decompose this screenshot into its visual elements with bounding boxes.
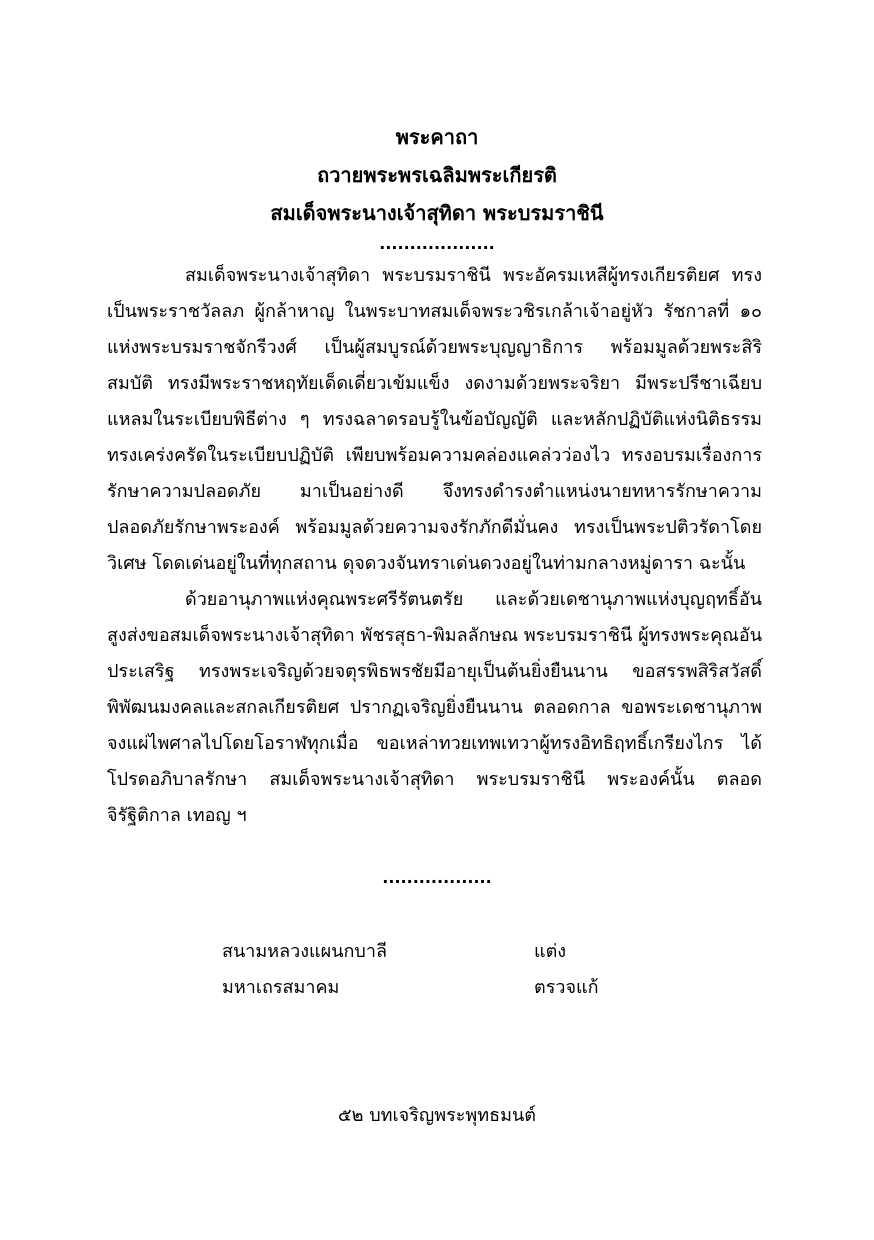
credits <box>222 934 642 1006</box>
title-line-3: สมเด็จพระนางเจ้าสุทิดา พระบรมราชินี <box>270 201 604 225</box>
title-line-2: ถวายพระพรเฉลิมพระเกียรติ <box>317 163 557 187</box>
credit-row-author <box>222 934 642 970</box>
paragraph-2: ด้วยอานุภาพแห่งคุณพระศรีรัตนตรัย และด้วยเดชานุภาพแห่งบุญฤทธิ์อันสูงส่งขอสมเด็จพระนางเจ้าสุทิดา พัชรสุธา-พิมลลักษณ พระบรมราชินี ผู้ทรงพระคุณอันประเสริฐ ทรงพระเจริญด้วยจตุรพิธพรชัยมีอายุเป็นต้นยิ่งยืนนาน ขอสรรพสิริสวัสดิ์พิพัฒนมงคลและสกลเกียรติยศ ปรากฏเจริญยิ่งยืนนาน ตลอดกาล ขอพระเดชานุภาพ จงแผ่ไพศาลไปโดยโอราฬทุกเมื่อ ขอเหล่าทวยเทพเทวาผู้ทรงอิทธิฤทธิ์เกรียงไกร ได้โปรดอภิบาลรักษา สมเด็จพระนางเจ้าสุทิดา พระบรมราชินี พระองค์นั้น ตลอดจิรัฐิติกาล เทอญ ฯ <box>107 589 762 826</box>
title-separator: ................... <box>379 234 495 253</box>
end-separator: .................. <box>382 868 492 887</box>
credit-row-reviewer <box>222 970 642 1006</box>
book-title: บทเจริญพระพุทธมนต์ <box>369 1105 536 1126</box>
paragraph-1: สมเด็จพระนางเจ้าสุทิดา พระบรมราชินี พระอัครมเหสีผู้ทรงเกียรติยศ ทรงเป็นพระราชวัลลภ ผู้กล้าหาญ ในพระบาทสมเด็จพระวชิรเกล้าเจ้าอยู่หัว รัชกาลที่ ๑๐ แห่งพระบรมราชจักรีวงศ์ เป็นผู้สมบูรณ์ด้วยพระบุญญาธิการ พร้อมมูลด้วยพระสิริสมบัติ ทรงมีพระราชหฤทัยเด็ดเดี่ยวเข้มแข็ง งดงามด้วยพระจริยา มีพระปรีชาเฉียบแหลมในระเบียบพิธีต่าง ๆ ทรงฉลาดรอบรู้ในข้อบัญญัติ และหลักปฏิบัติแห่งนิติธรรม ทรงเคร่งครัดในระเบียบปฏิบัติ เพียบพร้อมความคล่องแคล่วว่องไว ทรงอบรมเรื่องการรักษาความปลอดภัย มาเป็นอย่างดี จึงทรงดำรงตำแหน่งนายทหารรักษาความปลอดภัยรักษาพระองค์ พร้อมมูลด้วยความจงรักภักดีมั่นคง ทรงเป็นพระปติวรัดาโดยวิเศษ โดดเด่นอยู่ในที่ทุกสถาน ดุจดวงจันทราเด่นดวงอยู่ในท่ามกลางหมู่ดารา ฉะนั้น <box>107 265 762 574</box>
credit-role: ตรวจแก้ <box>534 977 599 998</box>
page-footer <box>0 1100 874 1129</box>
credit-name: มหาเถรสมาคม <box>222 977 340 998</box>
credit-role: แต่ง <box>534 941 567 962</box>
title-block <box>0 118 874 262</box>
credit-name: สนามหลวงแผนกบาลี <box>222 941 387 962</box>
title-line-1: พระคาถา <box>395 125 479 149</box>
page-number: ๕๒ <box>337 1105 364 1126</box>
body-text <box>107 258 762 834</box>
